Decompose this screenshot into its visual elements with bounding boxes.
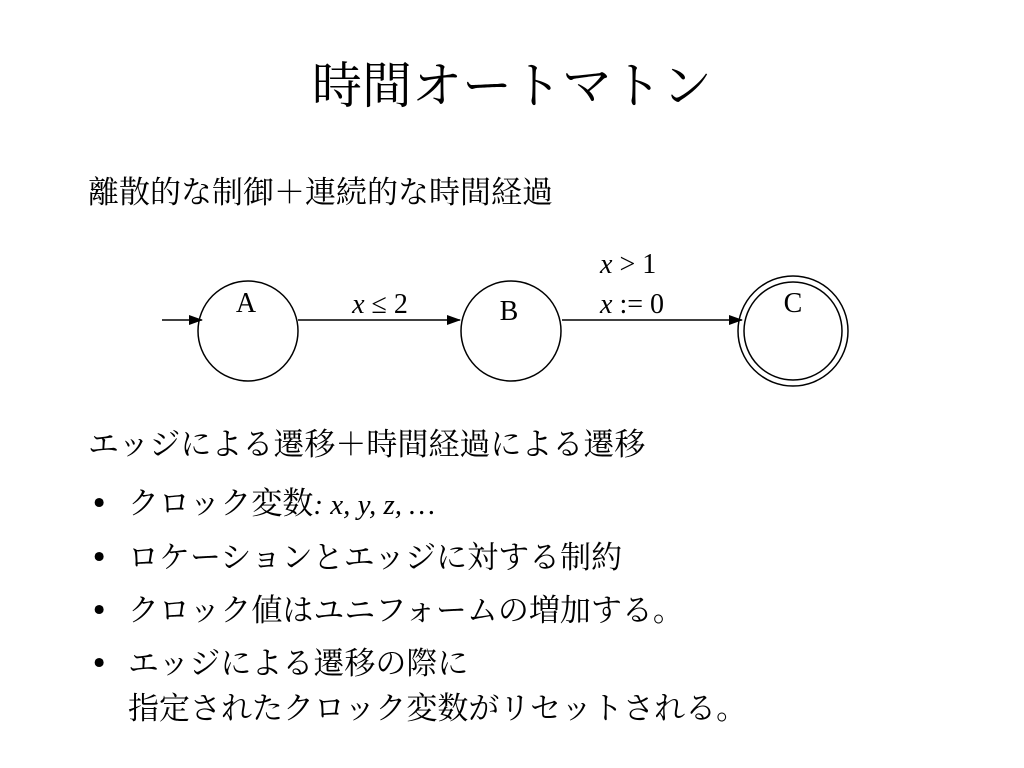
- slide-title: 時間オートマトン: [312, 57, 712, 115]
- bullet-marker: •: [90, 593, 109, 629]
- clock-variable-list: : x, y, z, …: [313, 489, 436, 521]
- state-a-label: A: [235, 288, 257, 319]
- bullet-continuation-text: 指定されたクロック変数がリセットされる。: [128, 691, 748, 727]
- state-b-label: B: [499, 296, 519, 327]
- bullet-list: [88, 478, 684, 691]
- edge-a-b-guard-label: x ≤ 2: [352, 289, 408, 320]
- bullet-text: エッジによる遷移の際に: [128, 646, 469, 682]
- bullet-clock-variables: [88, 478, 684, 532]
- bullet-text: ロケーションとエッジに対する制約: [128, 540, 623, 576]
- edge-b-c-guard-label: x > 1: [600, 249, 657, 280]
- bullet-uniform-increase: [88, 585, 684, 638]
- subheading-transitions: エッジによる遷移＋時間経過による遷移: [88, 427, 646, 463]
- subheading-discrete-continuous: 離散的な制御＋連続的な時間経過: [88, 175, 553, 211]
- bullet-marker: •: [90, 646, 109, 682]
- bullet-text: クロック変数: [128, 486, 314, 522]
- bullet-marker: •: [90, 486, 109, 522]
- state-c-label: C: [783, 288, 803, 319]
- edge-b-c-reset-label: x := 0: [600, 289, 665, 320]
- bullet-marker: •: [90, 540, 109, 576]
- bullet-constraints: [88, 532, 684, 585]
- bullet-text: クロック値はユニフォームの増加する。: [128, 593, 684, 629]
